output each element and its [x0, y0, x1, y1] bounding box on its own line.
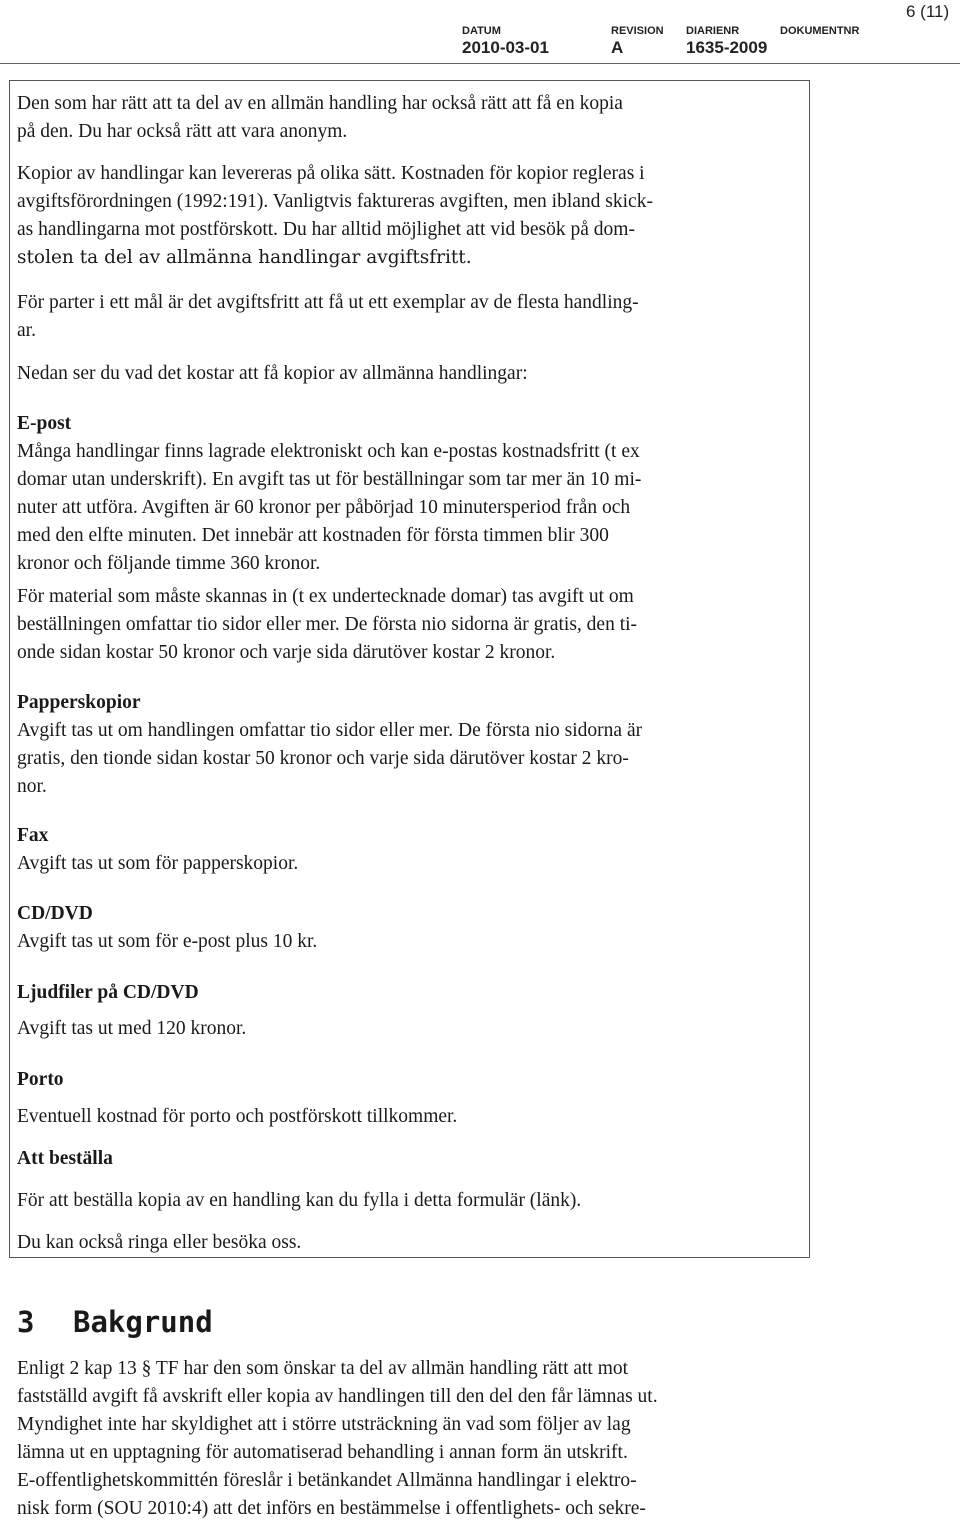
text-line: på den. Du har också rätt att vara anonym. [17, 121, 348, 142]
text-line: Den som har rätt att ta del av en allmän handling har också rätt att få en kopia [17, 93, 623, 114]
background-paragraph [17, 1355, 807, 1523]
text-line: Avgift tas ut om handlingen omfattar tio sidor eller mer. De första nio sidorna är [17, 720, 643, 741]
text-line: nuter att utföra. Avgiften är 60 kronor per påbörjad 10 minutersperiod från och [17, 497, 631, 518]
section-number: 3 [17, 1305, 35, 1339]
cd-dvd-section [17, 900, 807, 956]
epost-section [17, 410, 807, 578]
text-line: Många handlingar finns lagrade elektroniskt och kan e-postas kostnadsfritt (t ex [17, 441, 640, 462]
text-line: Du kan också ringa eller besöka oss. [17, 1232, 302, 1253]
cd-heading: CD/DVD [17, 903, 93, 924]
costs-intro [17, 360, 807, 388]
papper-heading: Papperskopior [17, 692, 141, 713]
text-line: E-offentlighetskommittén föreslår i betänkandet Allmänna handlingar i elektro- [17, 1470, 637, 1491]
revision-value: A [611, 38, 624, 57]
text-line: gratis, den tionde sidan kostar 50 kronor och varje sida därutöver kostar 2 kro- [17, 748, 629, 769]
text-line: onde sidan kostar 50 kronor och varje sida därutöver kostar 2 kronor. [17, 642, 556, 663]
date-value: 2010-03-01 [462, 38, 549, 57]
porto-section [17, 1066, 807, 1131]
scanning-paragraph [17, 583, 807, 667]
intro-paragraph [17, 90, 807, 146]
text-line: Avgift tas ut med 120 kronor. [17, 1018, 247, 1039]
text-line: nor. [17, 776, 47, 797]
audio-section [17, 979, 807, 1043]
text-line: Nedan ser du vad det kostar att få kopior av allmänna handlingar: [17, 363, 528, 384]
order-section [17, 1145, 807, 1257]
text-line: För material som måste skannas in (t ex undertecknade domar) tas avgift ut om [17, 586, 634, 607]
epost-heading: E-post [17, 413, 72, 434]
parties-paragraph [17, 289, 807, 345]
text-line: avgiftsförordningen (1992:191). Vanligtvis faktureras avgiften, men ibland skick- [17, 191, 653, 212]
text-line: kronor och följande timme 360 kronor. [17, 553, 321, 574]
paper-copies-section [17, 689, 807, 801]
text-line: beställningen omfattar tio sidor eller mer. De första nio sidorna är gratis, den ti- [17, 614, 638, 635]
order-form-text: För att beställa kopia av en handling kan du fylla i detta formulär (länk). [17, 1190, 582, 1211]
copies-paragraph [17, 160, 807, 272]
text-line: domar utan underskrift). En avgift tas ut för beställningar som tar mer än 10 mi- [17, 469, 642, 490]
text-line: Avgift tas ut som för papperskopior. [17, 853, 299, 874]
fax-heading: Fax [17, 825, 49, 846]
fax-section [17, 822, 807, 878]
revision-label: REVISION [611, 25, 664, 37]
text-line: Avgift tas ut som för e-post plus 10 kr. [17, 931, 318, 952]
header-divider [0, 63, 960, 64]
text-line: ar. [17, 320, 36, 341]
page-number: 6 (11) [906, 2, 950, 21]
text-line: nisk form (SOU 2010:4) att det införs en bestämmelse i offentlighets- och sekre- [17, 1498, 646, 1519]
text-line: Myndighet inte har skyldighet att i större utsträckning än vad som följer av lag [17, 1414, 631, 1435]
text-line: Eventuell kostnad för porto och postförskott tillkommer. [17, 1106, 458, 1127]
section-heading [17, 1302, 213, 1342]
text-line: För parter i ett mål är det avgiftsfritt att få ut ett exemplar av de flesta handling- [17, 292, 639, 313]
bestall-heading: Att beställa [17, 1148, 113, 1169]
text-line: lämna ut en upptagning för automatiserad behandling i annan form än utskrift. [17, 1442, 628, 1463]
section-title: Bakgrund [73, 1305, 213, 1339]
porto-heading: Porto [17, 1069, 64, 1090]
text-line: as handlingarna mot postförskott. Du har alltid möjlighet att vid besök på dom- [17, 219, 635, 240]
diarienr-label: DIARIENR [686, 25, 740, 37]
text-line: Kopior av handlingar kan levereras på olika sätt. Kostnaden för kopior regleras i [17, 163, 645, 184]
dokumentnr-label: DOKUMENTNR [780, 25, 860, 37]
text-line: stolen ta del av allmänna handlingar avgiftsfritt. [17, 247, 472, 268]
text-line: med den elfte minuten. Det innebär att kostnaden för första timmen blir 300 [17, 525, 609, 546]
text-line: fastställd avgift få avskrift eller kopia av handlingen till den del den får lämnas ut. [17, 1386, 658, 1407]
text-line: Enligt 2 kap 13 § TF har den som önskar ta del av allmän handling rätt att mot [17, 1358, 629, 1379]
diarienr-value: 1635-2009 [686, 38, 768, 57]
date-label: DATUM [462, 25, 501, 37]
ljud-heading: Ljudfiler på CD/DVD [17, 982, 199, 1003]
